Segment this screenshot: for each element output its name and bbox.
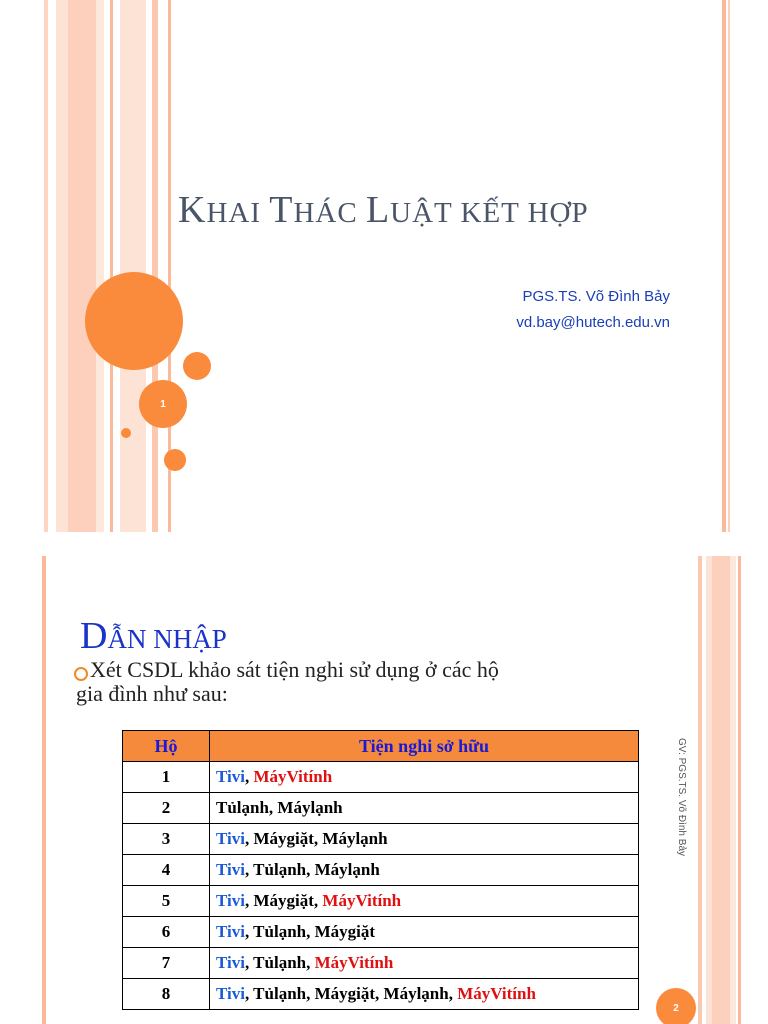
decor-stripe: [56, 0, 68, 532]
decor-stripe: [722, 0, 726, 532]
household-table: [122, 730, 639, 1010]
cell-tien-nghi: [210, 948, 639, 979]
item-text: Tivi: [216, 767, 245, 786]
slide-title: KHAI THÁC LUẬT KẾT HỢP: [178, 189, 589, 231]
cell-ho: 2: [123, 793, 210, 824]
cell-ho: 5: [123, 886, 210, 917]
decor-stripe: [42, 556, 46, 1024]
slide-2: [0, 556, 768, 1024]
cell-ho: 1: [123, 762, 210, 793]
cell-tien-nghi: [210, 824, 639, 855]
item-text: Tivi: [216, 891, 245, 910]
item-text: Tivi: [216, 829, 245, 848]
decor-stripe: [110, 0, 113, 532]
item-text: , Tủlạnh, Máygiặt: [244, 922, 376, 941]
cell-ho: 3: [123, 824, 210, 855]
decor-stripe: [738, 556, 741, 1024]
item-text: , Tủlạnh,: [244, 953, 315, 972]
cell-tien-nghi: [210, 793, 639, 824]
decor-stripe: [730, 556, 736, 1024]
item-text: MáyVitính: [322, 891, 402, 910]
decor-stripe: [96, 0, 104, 532]
cell-ho: 8: [123, 979, 210, 1010]
cell-tien-nghi: [210, 917, 639, 948]
cell-tien-nghi: [210, 886, 639, 917]
table-row: [123, 762, 639, 793]
decor-stripe: [68, 0, 96, 532]
item-text: , Tủlạnh, Máylạnh: [244, 860, 380, 879]
decor-stripe: [44, 0, 48, 532]
item-text: Tivi: [216, 922, 245, 941]
item-text: , Tủlạnh, Máygiặt, Máylạnh,: [244, 984, 458, 1003]
decor-circle-small: [164, 449, 186, 471]
page-number-badge: [139, 380, 187, 428]
decor-stripe: [712, 556, 730, 1024]
decor-circle-large: [85, 272, 183, 370]
table-row: [123, 948, 639, 979]
author-name: PGS.TS. Võ Đình Bảy: [522, 288, 670, 305]
bullet-text: [76, 657, 680, 706]
side-note: GV: PGS.TS. Võ Đình Bảy: [676, 738, 687, 857]
decor-stripe: [698, 556, 702, 1024]
header-tien-nghi: Tiện nghi sở hữu: [210, 731, 639, 762]
bullet-line-1: Xét CSDL khảo sát tiện nghi sử dụng ở các hộ: [90, 657, 499, 682]
bullet-line-2: gia đình như sau:: [76, 681, 228, 706]
decor-circle-tiny: [121, 428, 131, 438]
decor-stripe: [120, 0, 146, 532]
slide-title: DẪN NHẬP: [80, 615, 227, 657]
cell-tien-nghi: [210, 762, 639, 793]
decor-stripe: [728, 0, 730, 532]
cell-ho: 6: [123, 917, 210, 948]
item-text: Tủlạnh, Máylạnh: [216, 798, 343, 817]
item-text: Tivi: [216, 953, 245, 972]
page-number: 1: [160, 398, 166, 410]
cell-tien-nghi: [210, 979, 639, 1010]
author-email[interactable]: vd.bay@hutech.edu.vn: [516, 314, 670, 331]
bullet-icon: [74, 667, 88, 681]
item-text: MáyVitính: [253, 767, 333, 786]
table-row: [123, 793, 639, 824]
item-text: , Máygiặt,: [244, 891, 323, 910]
decor-stripe: [152, 0, 158, 532]
item-text: ,: [244, 767, 254, 786]
item-text: MáyVitính: [457, 984, 536, 1003]
table-header-row: [123, 731, 639, 762]
header-ho: Hộ: [123, 731, 210, 762]
page-number: 2: [673, 1002, 679, 1014]
cell-ho: 7: [123, 948, 210, 979]
page-number-badge: [656, 988, 696, 1024]
decor-circle-medium: [183, 352, 211, 380]
table-row: [123, 855, 639, 886]
table-row: [123, 979, 639, 1010]
cell-tien-nghi: [210, 855, 639, 886]
item-text: MáyVitính: [314, 953, 394, 972]
cell-ho: 4: [123, 855, 210, 886]
item-text: Tivi: [216, 984, 245, 1003]
item-text: Tivi: [216, 860, 245, 879]
table-row: [123, 917, 639, 948]
table-row: [123, 824, 639, 855]
item-text: , Máygiặt, Máylạnh: [244, 829, 388, 848]
table-row: [123, 886, 639, 917]
